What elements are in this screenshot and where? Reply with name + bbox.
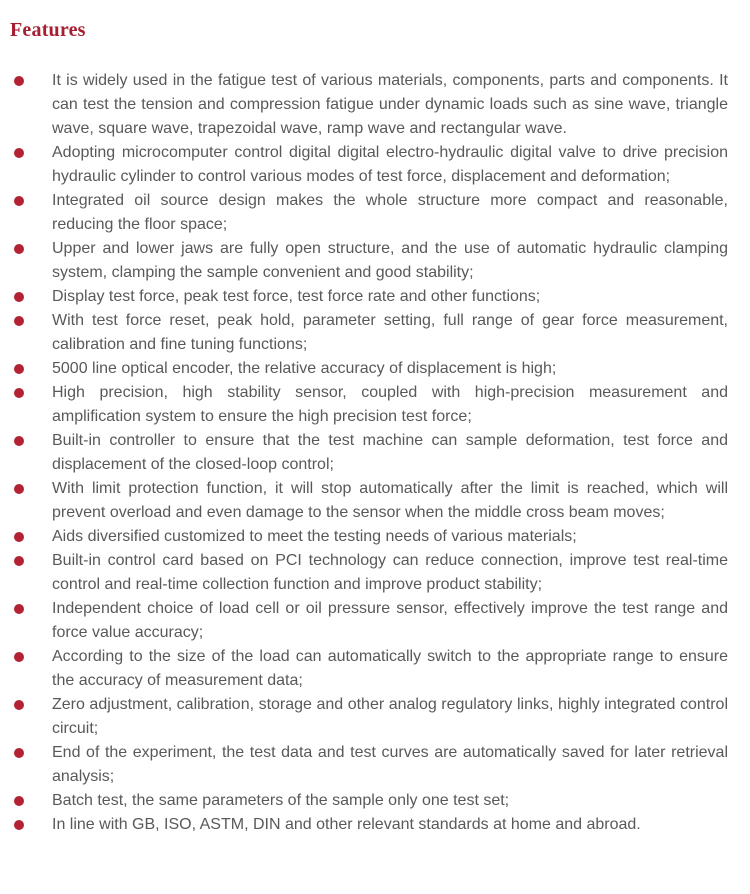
feature-text: With test force reset, peak hold, parameter setting, full range of gear force measurement, calibration and fine tuning functions; — [52, 312, 728, 353]
feature-item — [10, 141, 728, 189]
feature-item — [10, 525, 728, 549]
bullet-icon — [14, 388, 24, 398]
feature-text: It is widely used in the fatigue test of various materials, components, parts and components. It can test the tension and compression fatigue under dynamic loads such as sine wave, triangle wave, square wave, trapezoidal wave, ramp wave and rectangular wave. — [52, 72, 728, 137]
feature-text: In line with GB, ISO, ASTM, DIN and other relevant standards at home and abroad. — [52, 816, 641, 833]
feature-text: Integrated oil source design makes the whole structure more compact and reasonable, reducing the floor space; — [52, 192, 728, 233]
bullet-icon — [14, 364, 24, 374]
feature-item — [10, 285, 728, 309]
feature-text: Display test force, peak test force, test force rate and other functions; — [52, 288, 541, 305]
bullet-icon — [14, 796, 24, 806]
feature-text: With limit protection function, it will stop automatically after the limit is reached, which will prevent overload and even damage to the sensor when the middle cross beam moves; — [52, 480, 728, 521]
bullet-icon — [14, 148, 24, 158]
feature-text: High precision, high stability sensor, coupled with high-precision measurement and amplification system to ensure the high precision test force; — [52, 384, 728, 425]
bullet-icon — [14, 316, 24, 326]
feature-text: Batch test, the same parameters of the sample only one test set; — [52, 792, 510, 809]
bullet-icon — [14, 820, 24, 830]
feature-item — [10, 597, 728, 645]
bullet-icon — [14, 700, 24, 710]
bullet-icon — [14, 748, 24, 758]
feature-item — [10, 69, 728, 141]
bullet-icon — [14, 604, 24, 614]
feature-text: Upper and lower jaws are fully open structure, and the use of automatic hydraulic clamping system, clamping the sample convenient and good stability; — [52, 240, 728, 281]
bullet-icon — [14, 244, 24, 254]
feature-text: Adopting microcomputer control digital digital electro-hydraulic digital valve to drive precision hydraulic cylinder to control various modes of test force, displacement and deformation; — [52, 144, 728, 185]
feature-text: According to the size of the load can automatically switch to the appropriate range to ensure the accuracy of measurement data; — [52, 648, 728, 689]
feature-item — [10, 549, 728, 597]
features-list — [10, 69, 728, 837]
feature-text: Aids diversified customized to meet the testing needs of various materials; — [52, 528, 577, 545]
feature-item — [10, 645, 728, 693]
bullet-icon — [14, 556, 24, 566]
feature-item — [10, 693, 728, 741]
bullet-icon — [14, 484, 24, 494]
feature-item — [10, 237, 728, 285]
feature-item — [10, 381, 728, 429]
bullet-icon — [14, 292, 24, 302]
feature-text: Built-in controller to ensure that the test machine can sample deformation, test force and displacement of the closed-loop control; — [52, 432, 728, 473]
bullet-icon — [14, 652, 24, 662]
feature-item — [10, 309, 728, 357]
bullet-icon — [14, 76, 24, 86]
bullet-icon — [14, 436, 24, 446]
feature-item — [10, 429, 728, 477]
page-title: Features — [10, 19, 86, 41]
feature-text: End of the experiment, the test data and test curves are automatically saved for later retrieval analysis; — [52, 744, 728, 785]
feature-item — [10, 189, 728, 237]
feature-text: Built-in control card based on PCI technology can reduce connection, improve test real-time control and real-time collection function and improve product stability; — [52, 552, 728, 593]
feature-text: Zero adjustment, calibration, storage and other analog regulatory links, highly integrated control circuit; — [52, 696, 728, 737]
feature-text: 5000 line optical encoder, the relative accuracy of displacement is high; — [52, 360, 557, 377]
feature-item — [10, 789, 728, 813]
bullet-icon — [14, 196, 24, 206]
feature-item — [10, 813, 728, 837]
feature-text: Independent choice of load cell or oil pressure sensor, effectively improve the test range and force value accuracy; — [52, 600, 728, 641]
bullet-icon — [14, 532, 24, 542]
feature-item — [10, 741, 728, 789]
feature-item — [10, 477, 728, 525]
feature-item — [10, 357, 728, 381]
